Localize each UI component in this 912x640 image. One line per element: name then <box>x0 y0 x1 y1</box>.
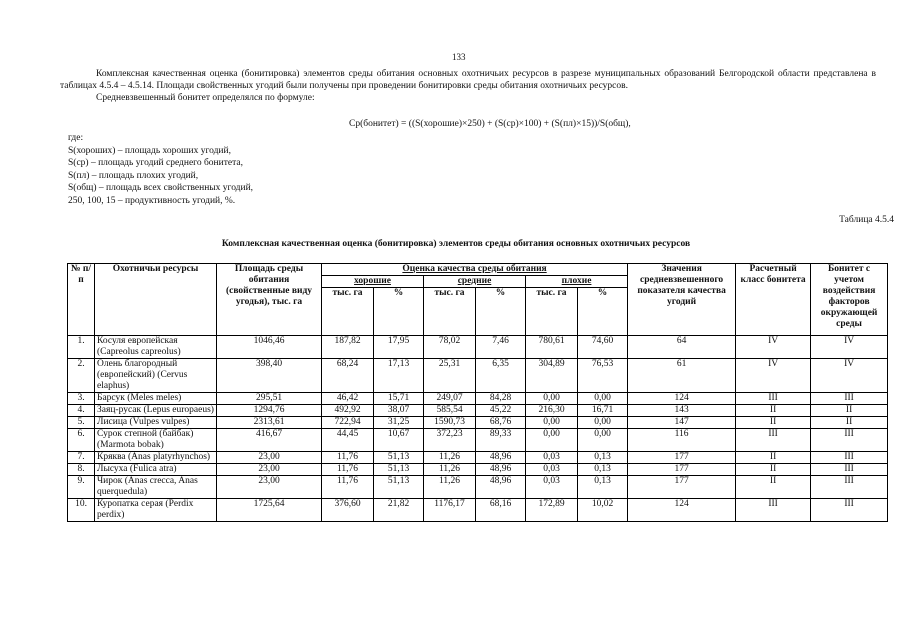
cell-p-ha: 780,61 <box>526 336 578 359</box>
header-good-pct: % <box>374 288 424 336</box>
cell-p-pct: 0,00 <box>578 429 628 452</box>
header-area: Площадь среды обитания (свойственные виду угодья), тыс. га <box>217 264 322 336</box>
cell-name: Куропатка серая (Perdix perdix) <box>95 499 217 522</box>
definition-productivity: 250, 100, 15 – продуктивность угодий, %. <box>68 195 236 206</box>
cell-area: 295,51 <box>217 393 322 405</box>
header-poor-pct: % <box>578 288 628 336</box>
cell-w: 177 <box>628 476 736 499</box>
where-label: где: <box>68 133 84 143</box>
cell-g-ha: 187,82 <box>322 336 374 359</box>
cell-p-ha: 0,03 <box>526 464 578 476</box>
cell-n: 2. <box>68 359 95 393</box>
cell-g-ha: 68,24 <box>322 359 374 393</box>
cell-g-pct: 17,13 <box>374 359 424 393</box>
cell-cls: IV <box>736 359 811 393</box>
cell-n: 4. <box>68 405 95 417</box>
cell-m-pct: 45,22 <box>476 405 526 417</box>
header-assessment: Оценка качества среды обитания <box>322 264 628 276</box>
cell-p-ha: 0,03 <box>526 476 578 499</box>
cell-p-pct: 0,13 <box>578 476 628 499</box>
cell-m-ha: 11,26 <box>424 476 476 499</box>
cell-area: 23,00 <box>217 464 322 476</box>
cell-name: Сурок степной (байбак) (Marmota bobak) <box>95 429 217 452</box>
definition-poor: S(пл) – площадь плохих угодий, <box>68 170 199 181</box>
table-row <box>68 452 888 464</box>
cell-w: 124 <box>628 499 736 522</box>
cell-w: 124 <box>628 393 736 405</box>
cell-name: Лисица (Vulpes vulpes) <box>95 417 217 429</box>
cell-n: 1. <box>68 336 95 359</box>
cell-m-pct: 68,76 <box>476 417 526 429</box>
cell-bon: II <box>811 417 888 429</box>
cell-name: Косуля европейская (Capreolus capreolus) <box>95 336 217 359</box>
cell-name: Олень благородный (европейский) (Cervus elaphus) <box>95 359 217 393</box>
cell-m-ha: 1590,73 <box>424 417 476 429</box>
cell-name: Лысуха (Fulica atra) <box>95 464 217 476</box>
cell-m-pct: 48,96 <box>476 452 526 464</box>
header-medium-pct: % <box>476 288 526 336</box>
cell-cls: II <box>736 464 811 476</box>
cell-w: 143 <box>628 405 736 417</box>
cell-bon: IV <box>811 359 888 393</box>
cell-m-ha: 11,26 <box>424 464 476 476</box>
cell-cls: IV <box>736 336 811 359</box>
table-row <box>68 464 888 476</box>
cell-bon: IV <box>811 336 888 359</box>
cell-m-ha: 11,26 <box>424 452 476 464</box>
header-poor: плохие <box>526 276 628 288</box>
table-row <box>68 336 888 359</box>
definitions-block <box>68 132 253 207</box>
cell-m-ha: 25,31 <box>424 359 476 393</box>
cell-p-pct: 76,53 <box>578 359 628 393</box>
cell-name: Кряква (Anas platyrhynchos) <box>95 452 217 464</box>
definition-total: S(общ) – площадь всех свойственных угодий, <box>68 183 254 193</box>
header-good-ha: тыс. га <box>322 288 374 336</box>
cell-p-pct: 10,02 <box>578 499 628 522</box>
header-calc-class: Расчетный класс бонитета <box>736 264 811 336</box>
table-title: Комплексная качественная оценка (бонитировка) элементов среды обитания основных охотничьих ресурсов <box>221 239 691 249</box>
table-row <box>68 499 888 522</box>
cell-g-pct: 15,71 <box>374 393 424 405</box>
table-row <box>68 393 888 405</box>
cell-cls: III <box>736 499 811 522</box>
definition-medium: S(ср) – площадь угодий среднего бонитета, <box>68 158 243 168</box>
cell-area: 416,67 <box>217 429 322 452</box>
cell-w: 147 <box>628 417 736 429</box>
cell-m-ha: 78,02 <box>424 336 476 359</box>
cell-area: 23,00 <box>217 452 322 464</box>
cell-w: 177 <box>628 452 736 464</box>
cell-area: 1294,76 <box>217 405 322 417</box>
cell-bon: II <box>811 405 888 417</box>
cell-g-ha: 11,76 <box>322 452 374 464</box>
cell-p-ha: 172,89 <box>526 499 578 522</box>
cell-cls: II <box>736 417 811 429</box>
cell-area: 1046,46 <box>217 336 322 359</box>
formula-intro: Средневзвешенный бонитет определялся по формуле: <box>96 93 315 103</box>
cell-g-ha: 492,92 <box>322 405 374 417</box>
cell-g-ha: 11,76 <box>322 476 374 499</box>
cell-p-pct: 74,60 <box>578 336 628 359</box>
cell-g-pct: 17,95 <box>374 336 424 359</box>
cell-bon: III <box>811 393 888 405</box>
cell-g-pct: 31,25 <box>374 417 424 429</box>
cell-bon: III <box>811 476 888 499</box>
header-resource: Охотничьи ресурсы <box>95 264 217 336</box>
cell-p-pct: 0,13 <box>578 452 628 464</box>
cell-n: 7. <box>68 452 95 464</box>
cell-g-ha: 376,60 <box>322 499 374 522</box>
cell-cls: III <box>736 393 811 405</box>
header-weighted: Значения средневзвешенного показателя качества угодий <box>628 264 736 336</box>
cell-g-ha: 11,76 <box>322 464 374 476</box>
cell-p-ha: 0,00 <box>526 393 578 405</box>
table-row <box>68 359 888 393</box>
cell-m-pct: 48,96 <box>476 476 526 499</box>
cell-cls: II <box>736 452 811 464</box>
header-poor-ha: тыс. га <box>526 288 578 336</box>
cell-bon: III <box>811 452 888 464</box>
cell-area: 23,00 <box>217 476 322 499</box>
cell-w: 64 <box>628 336 736 359</box>
table-row <box>68 417 888 429</box>
cell-p-pct: 0,00 <box>578 393 628 405</box>
cell-w: 177 <box>628 464 736 476</box>
cell-cls: III <box>736 429 811 452</box>
cell-name: Чирок (Anas crecca, Anas querquedula) <box>95 476 217 499</box>
header-good: хорошие <box>322 276 424 288</box>
definition-good: S(хороших) – площадь хороших угодий, <box>68 145 231 156</box>
cell-m-pct: 7,46 <box>476 336 526 359</box>
cell-m-ha: 585,54 <box>424 405 476 417</box>
cell-g-pct: 21,82 <box>374 499 424 522</box>
cell-p-ha: 0,00 <box>526 429 578 452</box>
cell-g-pct: 38,07 <box>374 405 424 417</box>
cell-cls: II <box>736 476 811 499</box>
cell-bon: III <box>811 429 888 452</box>
cell-w: 116 <box>628 429 736 452</box>
cell-bon: III <box>811 499 888 522</box>
cell-name: Заяц-русак (Lepus europaeus) <box>95 405 217 417</box>
cell-p-ha: 0,00 <box>526 417 578 429</box>
cell-g-pct: 51,13 <box>374 464 424 476</box>
cell-g-pct: 51,13 <box>374 452 424 464</box>
bonitet-table <box>67 263 888 522</box>
cell-name: Барсук (Meles meles) <box>95 393 217 405</box>
cell-n: 9. <box>68 476 95 499</box>
header-num: № п/п <box>68 264 95 336</box>
cell-m-pct: 84,28 <box>476 393 526 405</box>
cell-m-pct: 6,35 <box>476 359 526 393</box>
cell-p-ha: 216,30 <box>526 405 578 417</box>
table-row <box>68 429 888 452</box>
cell-p-ha: 0,03 <box>526 452 578 464</box>
table-body <box>68 336 888 522</box>
cell-n: 3. <box>68 393 95 405</box>
cell-p-ha: 304,89 <box>526 359 578 393</box>
formula: Ср(бонитет) = ((S(хорошие)×250) + (S(ср)×100) + (S(пл)×15))/S(общ), <box>349 119 631 129</box>
cell-p-pct: 0,00 <box>578 417 628 429</box>
cell-n: 5. <box>68 417 95 429</box>
header-medium-ha: тыс. га <box>424 288 476 336</box>
cell-n: 8. <box>68 464 95 476</box>
table-row <box>68 476 888 499</box>
cell-g-ha: 722,94 <box>322 417 374 429</box>
cell-m-ha: 372,23 <box>424 429 476 452</box>
table-number: Таблица 4.5.4 <box>839 215 894 225</box>
cell-g-ha: 44,45 <box>322 429 374 452</box>
cell-n: 6. <box>68 429 95 452</box>
cell-m-ha: 1176,17 <box>424 499 476 522</box>
cell-p-pct: 0,13 <box>578 464 628 476</box>
cell-bon: III <box>811 464 888 476</box>
cell-w: 61 <box>628 359 736 393</box>
table-row <box>68 405 888 417</box>
cell-g-pct: 51,13 <box>374 476 424 499</box>
page-number: 133 <box>452 52 466 62</box>
header-medium: средние <box>424 276 526 288</box>
cell-g-ha: 46,42 <box>322 393 374 405</box>
cell-area: 398,40 <box>217 359 322 393</box>
cell-m-pct: 89,33 <box>476 429 526 452</box>
cell-area: 1725,64 <box>217 499 322 522</box>
cell-m-pct: 68,16 <box>476 499 526 522</box>
intro-paragraph: Комплексная качественная оценка (бонитировка) элементов среды обитания основных охотничьих ресурсов в разрезе муниципальных образований Белгородской области представлена в таблицах 4.5.4 – 4.5.14. Площади свойственных угодий были получены при проведении бонитировки среды обитания охотничьих ресурсов. <box>60 69 876 91</box>
header-bonitet: Бонитет с учетом воздействия факторов окружающей среды <box>811 264 888 336</box>
cell-n: 10. <box>68 499 95 522</box>
cell-g-pct: 10,67 <box>374 429 424 452</box>
cell-m-ha: 249,07 <box>424 393 476 405</box>
cell-area: 2313,61 <box>217 417 322 429</box>
cell-m-pct: 48,96 <box>476 464 526 476</box>
cell-cls: II <box>736 405 811 417</box>
cell-p-pct: 16,71 <box>578 405 628 417</box>
